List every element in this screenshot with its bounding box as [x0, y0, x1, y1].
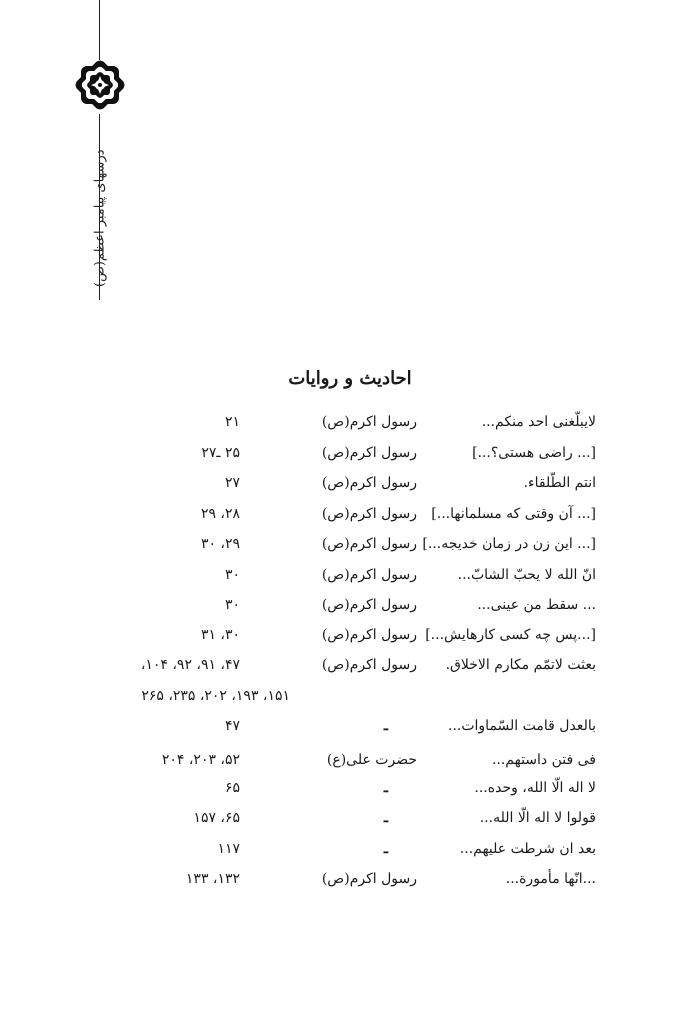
index-row [0, 718, 700, 742]
running-head: درسهای پیامبر اعظم(ص) [92, 149, 108, 287]
hadith-text: ... سقط من عینی... [477, 597, 596, 613]
page-refs: ۵۲، ۲۰۳، ۲۰۴ [161, 752, 240, 768]
page-refs: ۶۵، ۱۵۷ [193, 810, 240, 826]
hadith-text: [... راضی هستی؟...] [472, 445, 596, 461]
hadith-text: [...پس چه کسی کارهایش...] [425, 627, 596, 643]
narrator: ـ [383, 718, 388, 734]
margin-rule-top [99, 0, 100, 60]
narrator: رسول اکرم(ص) [321, 627, 417, 643]
narrator: رسول اکرم(ص) [321, 536, 417, 552]
hadith-text: انتم الطّلقاء. [523, 475, 596, 491]
page-refs: ۱۳۲، ۱۳۳ [185, 871, 240, 887]
page-refs: ۳۰، ۳۱ [200, 627, 240, 643]
page-refs: ۳۰ [224, 597, 240, 613]
hadith-text: بالعدل قامت السّماوات... [448, 718, 596, 734]
index-row [0, 414, 700, 438]
index-row-continuation [0, 688, 700, 712]
index-row [0, 627, 700, 651]
page-refs: ۴۷ [224, 718, 240, 734]
narrator: ـ [383, 780, 388, 796]
page-refs: ۳۰ [224, 567, 240, 583]
hadith-text: لایبلّغنی احد منکم... [481, 414, 596, 430]
index-row [0, 597, 700, 621]
hadith-text: قولوا لا اله الّا الله... [479, 810, 596, 826]
index-row [0, 506, 700, 530]
page-refs: ۲۷ [224, 475, 240, 491]
index-row [0, 536, 700, 560]
narrator: رسول اکرم(ص) [321, 567, 417, 583]
hadith-text: لا اله الّا الله، وحده... [474, 780, 596, 796]
page-refs: ۲۱ [224, 414, 240, 430]
index-row [0, 871, 700, 895]
index-row [0, 445, 700, 469]
narrator: ـ [383, 810, 388, 826]
hadith-text: ...انّها مأمورة... [505, 871, 596, 887]
narrator: رسول اکرم(ص) [321, 414, 417, 430]
narrator: رسول اکرم(ص) [321, 871, 417, 887]
page-refs: ۲۸، ۲۹ [200, 506, 240, 522]
narrator: رسول اکرم(ص) [321, 597, 417, 613]
index-row [0, 475, 700, 499]
hadith-text: انّ الله لا یحبّ الشابّ... [457, 567, 596, 583]
page-refs: ۲۹، ۳۰ [200, 536, 240, 552]
page-refs: ۶۵ [224, 780, 240, 796]
index-row [0, 657, 700, 681]
index-row [0, 567, 700, 591]
narrator: ـ [383, 841, 388, 857]
hadith-text: [... این زن در زمان خدیجه...] [422, 536, 596, 552]
hadith-text: بعثت لاتمّم مکارم الاخلاق. [445, 657, 596, 673]
page-refs: ۴۷، ۹۱، ۹۲، ۱۰۴، [140, 657, 240, 673]
narrator: رسول اکرم(ص) [321, 506, 417, 522]
narrator: حضرت علی(ع) [326, 752, 417, 768]
hadith-text: بعد ان شرطت علیهم... [459, 841, 596, 857]
index-row [0, 810, 700, 834]
index-row [0, 752, 700, 776]
eight-point-star-ornament-icon [72, 57, 128, 113]
index-row [0, 780, 700, 804]
narrator: رسول اکرم(ص) [321, 475, 417, 491]
page-refs: ۲۵ ـ۲۷ [201, 445, 240, 461]
hadith-text: [... آن وقتی که مسلمانها...] [431, 506, 596, 522]
page-refs: ۱۱۷ [217, 841, 240, 857]
page-refs: ۱۵۱، ۱۹۳، ۲۰۲، ۲۳۵، ۲۶۵ [141, 688, 290, 704]
narrator: رسول اکرم(ص) [321, 445, 417, 461]
narrator: رسول اکرم(ص) [321, 657, 417, 673]
page-title: احادیث و روایات [288, 368, 412, 389]
hadith-text: فی فتن داستهم... [491, 752, 596, 768]
index-row [0, 841, 700, 865]
